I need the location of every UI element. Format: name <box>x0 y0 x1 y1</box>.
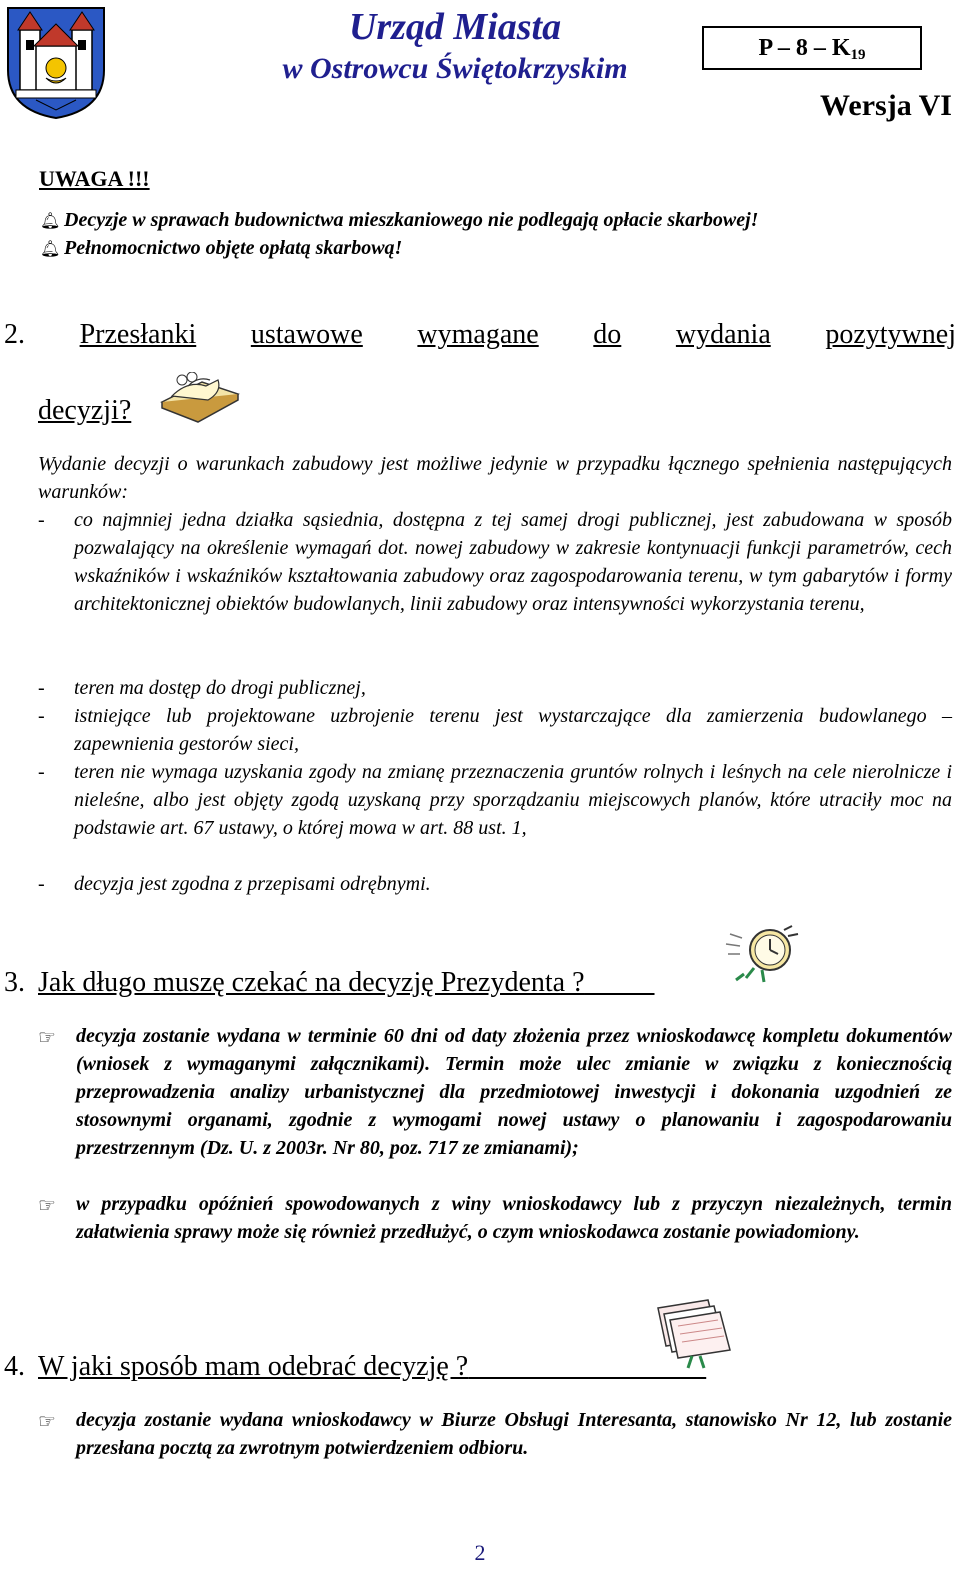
section-title: Jak długo muszę czekać na decyzję Prezydenta ? <box>38 967 585 998</box>
section-number: 4. <box>4 1351 25 1382</box>
pointing-hand-icon: ☞ <box>38 1195 56 1217</box>
list-dash: - <box>38 761 45 783</box>
pointing-hand-icon: ☞ <box>38 1027 56 1049</box>
heading-word: wymagane <box>417 319 539 350</box>
bell-icon: 🔔︎ <box>40 241 61 258</box>
heading-word: pozytywnej <box>825 319 956 350</box>
document-code-main: P – 8 – K <box>758 35 851 61</box>
list-dash: - <box>38 677 45 699</box>
section-number: 3. <box>4 967 25 998</box>
book-icon <box>158 372 242 424</box>
heading-underline-tail <box>468 1351 706 1382</box>
section-3-heading <box>4 966 655 1000</box>
list-item <box>38 702 952 758</box>
section-2-heading <box>4 318 956 352</box>
list-item <box>38 506 952 618</box>
version-label: Wersja VI <box>820 89 952 122</box>
section-number: 2. <box>4 319 25 350</box>
heading-word: wydania <box>675 319 771 350</box>
section-2-heading-cont: decyzji? <box>38 395 132 426</box>
list-dash: - <box>38 873 45 895</box>
list-item <box>38 758 952 842</box>
clock-icon <box>722 924 808 984</box>
list-item-text: decyzja zostanie wydana wnioskodawcy w Biurze Obsługi Interesanta, stanowisko Nr 12, lub zostanie przesłana pocztą za zwrotnym potwierdzeniem odbioru. <box>76 1409 952 1459</box>
heading-underline-tail <box>585 967 655 998</box>
list-item-text: w przypadku opóźnień spowodowanych z winy wnioskodawcy lub z przyczyn niezależnych, termin załatwienia sprawy może się również przedłużyć, o czym wnioskodawca zostanie powiadomiony. <box>76 1193 952 1243</box>
section-2-intro: Wydanie decyzji o warunkach zabudowy jest możliwe jedynie w przypadku łącznego spełnienia następujących warunków: <box>38 453 952 503</box>
office-title: Urząd Miasta <box>348 6 562 48</box>
list-dash: - <box>38 509 45 531</box>
heading-word: Przesłanki <box>79 319 197 350</box>
list-item <box>38 870 952 898</box>
warning-item-text: Pełnomocnictwo objęte opłatą skarbową! <box>64 237 403 259</box>
list-item-text: teren ma dostęp do drogi publicznej, <box>74 677 366 699</box>
list-item <box>38 1022 952 1162</box>
bell-icon: 🔔︎ <box>40 213 61 230</box>
list-item-text: istniejące lub projektowane uzbrojenie terenu jest wystarczające dla zamierzenia budowlanego – zapewnienia gestorów sieci, <box>74 705 952 755</box>
heading-word: do <box>593 319 622 350</box>
list-item-text: co najmniej jedna działka sąsiednia, dostępna z tej samej drogi publicznej, jest zabudowana w sposób pozwalający na określenie wymagań dot. nowej zabudowy w zakresie kontynuacji funkcji parametrów, cech wskaźników i wskaźników kształtowania zabudowy oraz zagospodarowania terenu, w tym gabarytów i formy architektonicznej obiektów budowlanych, linii zabudowy oraz intensywności wykorzystania terenu, <box>74 509 952 615</box>
office-subtitle: w Ostrowcu Świętokrzyskim <box>282 52 628 85</box>
warning-item <box>40 206 758 236</box>
document-code-sub: 19 <box>850 47 866 63</box>
list-item-text: teren nie wymaga uzyskania zgody na zmianę przeznaczenia gruntów rolnych i leśnych na cele nierolnicze i nieleśne, albo jest objęty zgodą uzyskaną przy sporządzaniu miejscowych planów, które utraciły moc na podstawie art. 67 ustawy, o której mowa w art. 88 ust. 1, <box>74 761 952 839</box>
warning-item <box>40 234 402 264</box>
list-item <box>38 1406 952 1462</box>
document-code <box>702 26 922 70</box>
section-title: W jaki sposób mam odebrać decyzję ? <box>38 1351 469 1382</box>
page-number: 2 <box>474 1540 486 1565</box>
pointing-hand-icon: ☞ <box>38 1411 56 1433</box>
list-item <box>38 1190 952 1246</box>
warning-label: UWAGA !!! <box>39 166 150 191</box>
list-item-text: decyzja jest zgodna z przepisami odrębnymi. <box>74 873 431 895</box>
list-item-text: decyzja zostanie wydana w terminie 60 dni od daty złożenia przez wnioskodawcę kompletu dokumentów (wniosek z wymaganymi załącznikami). Termin może ulec zmianie w związku z koniecznością przeprowadzenia analizy urbanistycznej dla przedmiotowej inwestycji i dokonania uzgodnień ze stosownymi organami, zgodnie z wymogami nowej ustawy o planowaniu i zagospodarowaniu przestrzennym (Dz. U. z 2003r. Nr 80, poz. 717 ze zmianami); <box>76 1025 952 1159</box>
list-dash: - <box>38 705 45 727</box>
warning-item-text: Decyzje w sprawach budownictwa mieszkaniowego nie podlegają opłacie skarbowej! <box>64 209 759 231</box>
heading-word: ustawowe <box>250 319 363 350</box>
section-4-heading <box>4 1350 706 1384</box>
list-item <box>38 674 952 702</box>
city-crest-icon <box>6 6 106 120</box>
